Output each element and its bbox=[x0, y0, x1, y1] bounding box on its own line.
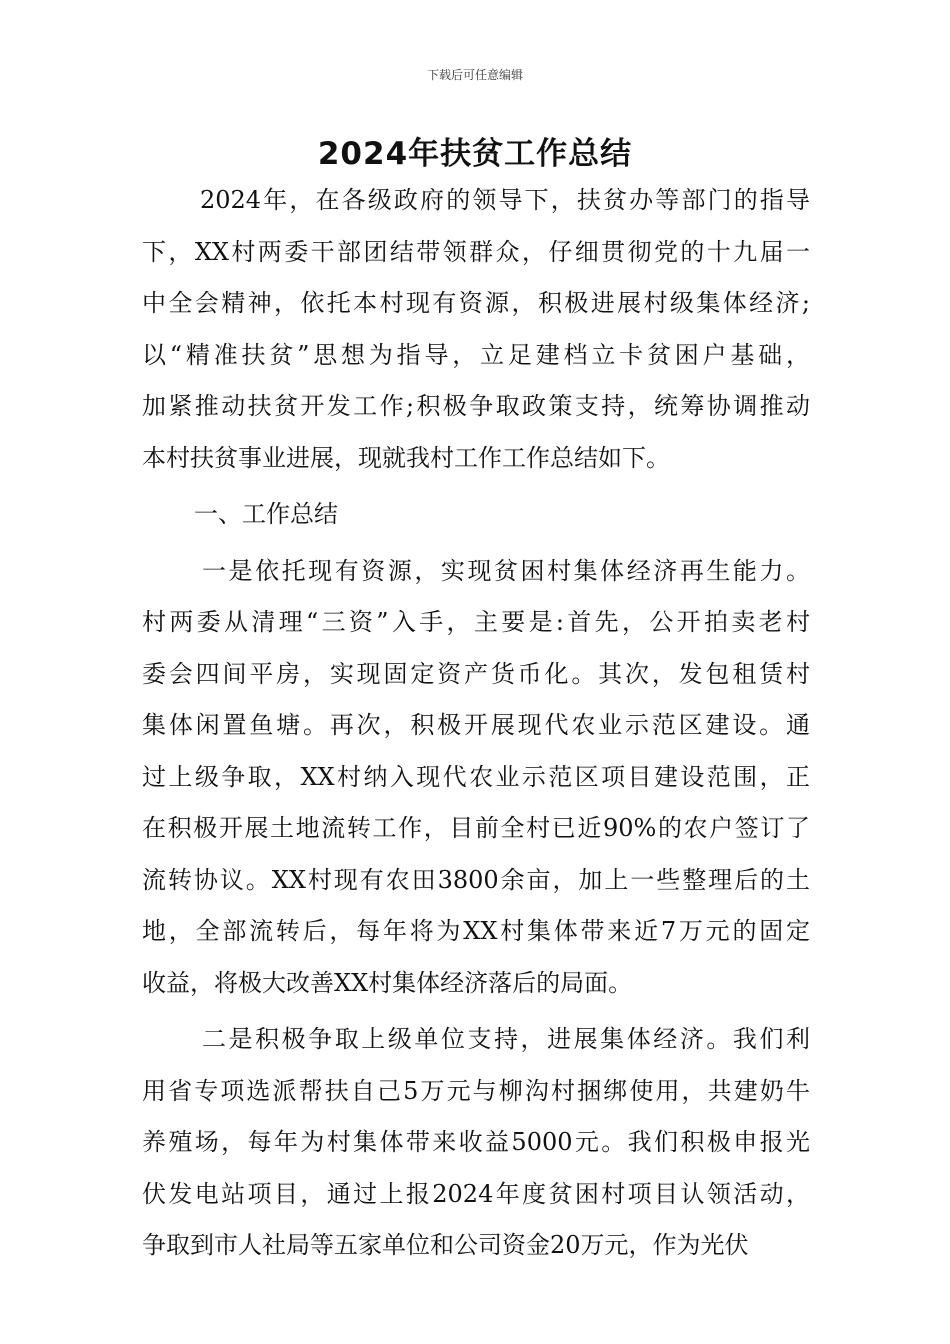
paragraph bbox=[142, 175, 810, 484]
document-body bbox=[142, 175, 810, 1272]
text-line: 地，全部流转后，每年将为XX村集体带来近7万元的固定 bbox=[142, 917, 810, 945]
text-line: 村两委从清理“三资”入手，主要是:首先，公开拍卖老村 bbox=[142, 608, 810, 636]
text-line: 争取到市人社局等五家单位和公司资金20万元，作为光伏 bbox=[142, 1231, 749, 1259]
page-title: 2024年扶贫工作总结 bbox=[317, 136, 633, 172]
text-line: 2024年，在各级政府的领导下，扶贫办等部门的指导 bbox=[200, 186, 810, 214]
text-line: 在积极开展土地流转工作，目前全村已近90%的农户签订了 bbox=[142, 814, 810, 842]
text-line: 用省专项选派帮扶自己5万元与柳沟村捆绑使用，共建奶牛 bbox=[142, 1076, 810, 1105]
text-line: 过上级争取，XX村纳入现代农业示范区项目建设范围，正 bbox=[142, 762, 810, 791]
paragraph bbox=[142, 489, 810, 541]
text-line: 中全会精神，依托本村现有资源，积极进展村级集体经济; bbox=[142, 289, 810, 317]
text-line: 本村扶贫事业进展，现就我村工作工作总结如下。 bbox=[142, 443, 670, 472]
paragraph bbox=[142, 1014, 810, 1272]
text-line: 以“精准扶贫”思想为指导，立足建档立卡贫困户基础， bbox=[142, 340, 810, 369]
text-line: 下，XX村两委干部团结带领群众，仔细贯彻党的十九届一 bbox=[142, 237, 810, 266]
text-line: 流转协议。XX村现有农田3800余亩，加上一些整理后的土 bbox=[142, 865, 810, 894]
text-line: 伏发电站项目，通过上报2024年度贫困村项目认领活动， bbox=[142, 1179, 810, 1208]
text-line: 养殖场，每年为村集体带来收益5000元。我们积极申报光 bbox=[142, 1128, 810, 1156]
header-note: 下载后可任意编辑 bbox=[426, 68, 523, 82]
paragraph bbox=[142, 546, 810, 1010]
text-line: 一是依托现有资源，实现贫困村集体经济再生能力。 bbox=[202, 556, 810, 585]
text-line: 二是积极争取上级单位支持，进展集体经济。我们利 bbox=[202, 1025, 810, 1053]
text-line: 收益，将极大改善XX村集体经济落后的局面。 bbox=[142, 968, 633, 997]
text-line: 集体闲置鱼塘。再次，积极开展现代农业示范区建设。通 bbox=[142, 711, 810, 739]
text-line: 一、工作总结 bbox=[194, 500, 338, 528]
text-line: 加紧推动扶贫开发工作;积极争取政策支持，统筹协调推动 bbox=[142, 392, 810, 420]
text-line: 委会四间平房，实现固定资产货币化。其次，发包租赁村 bbox=[142, 659, 810, 688]
